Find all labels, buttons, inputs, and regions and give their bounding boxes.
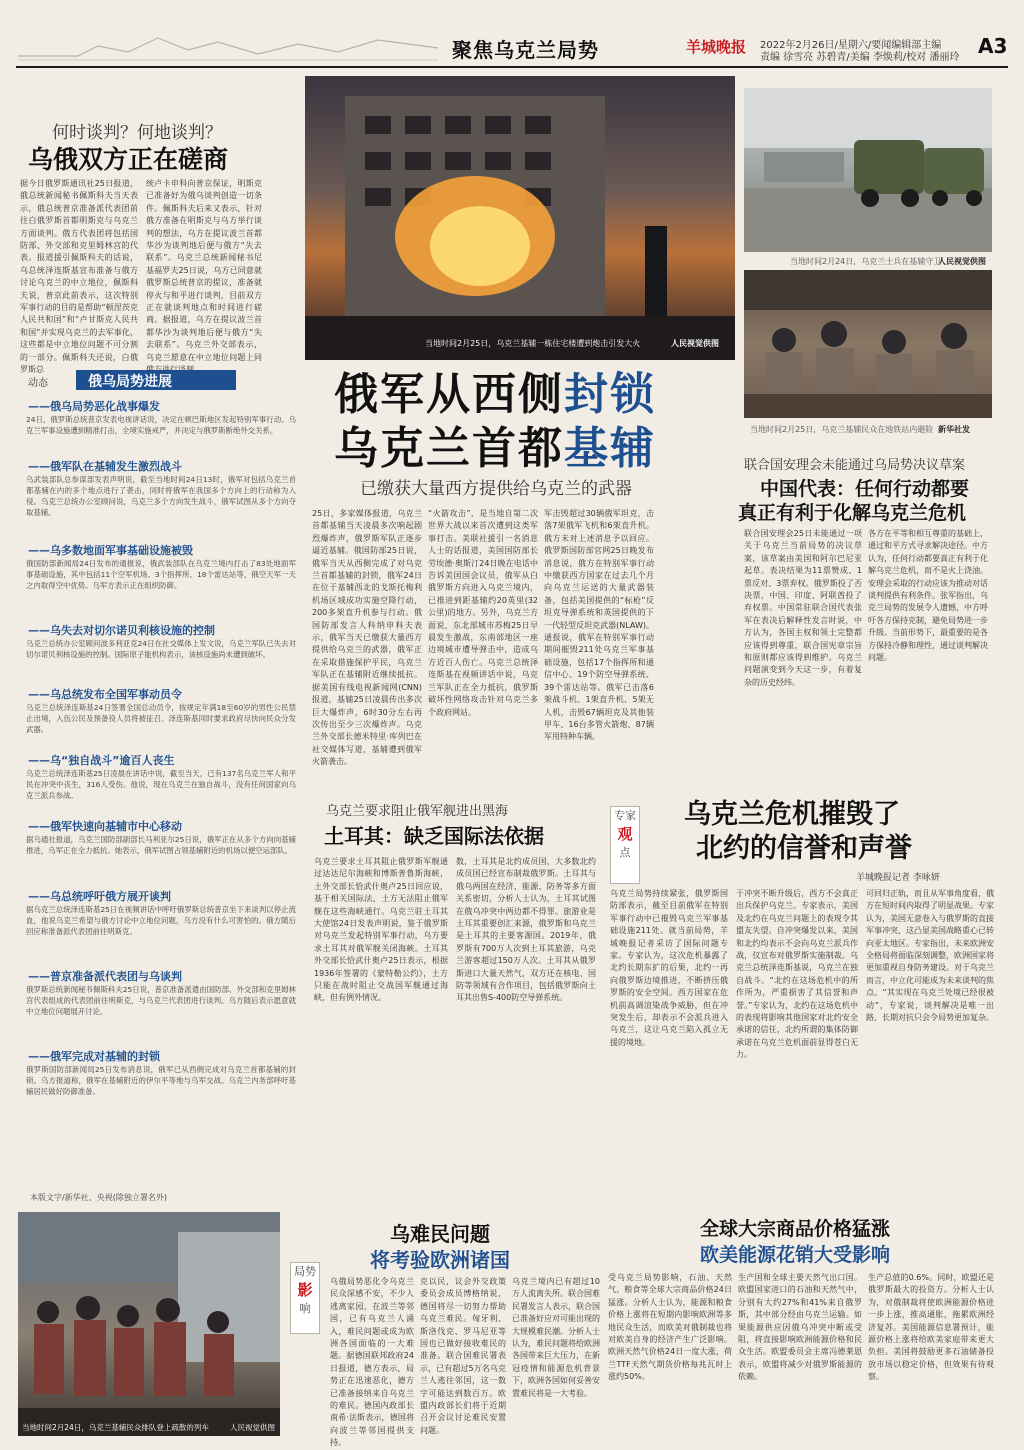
refugee-badge-bottom: 响 (299, 1302, 311, 1315)
turkey-story (306, 796, 602, 1178)
main-subhead: 已缴获大量西方提供给乌克兰的武器 (360, 479, 632, 499)
un-col-1: 联合国安理会25日未能通过一项关于乌克兰当前局势的决议草案，该草案由美国和阿尔巴尼亚起草。表决结果为11票赞成、1票反对、3票弃权。俄罗斯投了否决票，中国、印度、阿联酋投了弃权票。中国常驻联合国代表张军在表决后解释性发言时说，中方认为，各国主权和领土完整都应该得到尊重，联合国宪章宗旨和原则都应该得到维护。乌克兰问题演变到今天这一步，有着复杂的历史经纬。 (744, 529, 862, 687)
vehicles-credit: 人民视觉供图 (938, 257, 986, 266)
masthead (0, 0, 1024, 66)
fire-credit: 人民视觉供图 (671, 339, 719, 348)
newspaper-logo: 羊城晚报 (686, 38, 747, 56)
dynamics-item-title: ——乌总统呼吁俄方展开谈判 (28, 890, 171, 903)
dynamics-item-title: ——乌多数地面军事基础设施被毁 (28, 544, 193, 557)
dynamics-item-body: 乌克兰总统泽连斯基25日凌晨在讲话中说，截至当天，已有137名乌克兰军人和平民在冲突中丧生，316人受伤。他说，现在乌克兰在独自战斗，没有任何国家向乌克兰派兵参战。 (26, 769, 296, 800)
refugee-badge (290, 1262, 320, 1334)
dynamics-item-body: 24日，俄罗斯总统普京发表电视讲话说，决定在顿巴斯地区发起特别军事行动。乌克兰军事设施遭到精准打击，全境实施戒严，并决定与俄罗斯断绝外交关系。 (26, 415, 296, 435)
main-headline-2b: 基辅 (564, 423, 656, 474)
dynamics-item-body: 俄罗斯国防部新闻局25日发布消息说，俄军已从西侧完成对乌克兰首都基辅的封锁。乌方报道称，俄军在基辅附近的伊尔平等地与乌军交战。乌克兰内务部呼吁基辅居民做好防御准备。 (26, 1065, 296, 1096)
refugee-headline-2: 将考验欧洲诸国 (370, 1248, 510, 1272)
dynamics-item-body: 俄国防部新闻局24日发布的通报说，俄武装部队在乌克兰境内打击了83处地面军事基础设施，其中包括11个空军机场、3个指挥所、18个雷达站等，俄空天军一天之内取得空中优势。乌军方表示正在组织防御。 (26, 559, 296, 590)
main-headline-2a: 乌克兰首都 (334, 423, 564, 474)
talks-kicker: 何时谈判？何地谈判？ (52, 123, 222, 143)
dynamics-title: 俄乌局势进展 (88, 374, 172, 390)
dynamics-item-title: ——俄军完成对基辅的封锁 (28, 1050, 160, 1063)
refugee-badge-mid: 影 (297, 1281, 313, 1299)
opinion-badge (610, 806, 640, 884)
opinion-badge-bottom: 点 (619, 846, 631, 859)
masthead-rule (16, 66, 1008, 68)
talks-story (20, 112, 296, 375)
refugees-photo-graphic (18, 1212, 280, 1436)
fire-caption: 当地时间2月25日，乌克兰基辅一栋住宅楼遭到炮击引发大火 (425, 339, 641, 348)
refugees-caption: 当地时间2月24日，乌克兰基辅民众排队登上疏散的列车 (22, 1423, 209, 1432)
talks-col-2: 统卢卡申科向普京保证，明斯克已准备好为俄乌谈判创造一切条件。佩斯科夫后来又表示，针对俄方准备在明斯克与乌方举行谈判的想法，乌方在提议波兰首都华沙为谈判地后便与俄方“失去联系”。乌克兰总统新闻秘书尼基福罗夫25日说，乌方已同意就俄罗斯总统普京的提议，准备就停火与和平进行谈判，目前双方正在就谈判地点和时间进行磋商。据报道，乌方在提议波兰首都华沙为谈判地后便与俄方“失去联系”。乌克兰外交部表示，乌克兰愿意在中立地位问题上同 (146, 179, 262, 362)
dynamics-source: 本版文字/新华社、央视(除独立署名外) (30, 1193, 167, 1202)
opinion-col-2: 于冲突不断升级后，西方不会真正出兵保护乌克兰。专家表示，美国及北约在乌克兰问题上的表现令其盟友失望。自冲突爆发以来，美国和北约均表示不会向乌克兰派兵作战，仅宣布对俄罗斯实施制裁。乌克兰总统泽连斯基说，乌克兰在独自战斗。“北约在这场危机中的所作所为，严重损害了其信誉和声誉。”专家认为，北约在这场危机中的表现将影响其他国家对北约安全承诺的信任，北约所谓的集体防御承诺在乌克兰危机面前显得苍白无力。 (736, 889, 858, 1060)
fire-photo-graphic (305, 76, 735, 360)
commodity-col-2: 生产国和全球主要天然气出口国。欧盟国家进口的石油和天然气中，分别有大约27%和41%来自俄罗斯，其中部分经由乌克兰运输。如果能源供应因俄乌冲突中断或受阻，将直接影响欧洲能源价格和民众生活。欧盟委员会主席冯德莱恩表示，欧盟将减少对俄罗斯能源的依赖。 (738, 1273, 862, 1382)
un-story (660, 448, 1000, 788)
commodity-col-1: 受乌克兰局势影响，石油、天然气、粮食等全球大宗商品价格24日猛涨。分析人士认为，能源和粮食价格上涨将在短期内影响欧洲等多地民众生活，而欧美对俄制裁也将对欧美自身的经济产生广泛影响。欧洲天然气价格24日一度大涨，荷兰TTF天然气期货价格每兆瓦时上涨约50%。 (608, 1273, 732, 1382)
opinion-col-1: 乌克兰局势持续紧张，俄罗斯国防部表示，截至目前俄军在特别军事行动中已摧毁乌克兰军事基础设施211处。就当前局势，羊城晚报记者采访了国际问题专家。专家认为，这次危机暴露了北约长期东扩的后果，北约一再向俄罗斯边境推进，不断挤压俄罗斯的安全空间。西方国家在危机前高调渲染战争威胁，但在冲突发生后，却表示不会派兵进入乌克兰，这让乌克兰陷入孤立无援的境地。 (610, 889, 728, 1047)
dynamics-item-title: ——俄军快速向基辅市中心移动 (28, 820, 182, 833)
main-headline-1a: 俄军从西侧 (334, 369, 564, 420)
dynamics-item-body: 俄罗斯总统新闻秘书佩斯科夫25日说，普京准备派遣由国防部、外交部和克里姆林宫代表组成的代表团前往明斯克，与乌克兰代表团进行谈判。乌方随后表示愿意就中立地位问题展开讨论。 (26, 985, 296, 1016)
dynamics-item-title: ——乌失去对切尔诺贝利核设施的控制 (28, 624, 215, 637)
commodity-headline-1: 全球大宗商品价格猛涨 (700, 1218, 891, 1240)
shelter-caption: 当地时间2月25日，乌克兰基辅民众在地铁站内避险 (750, 425, 934, 434)
issue-date: 2022年2月26日/星期六/要闻编辑部主编 (760, 40, 942, 51)
shelter-photo (744, 270, 992, 418)
commodity-col-3: 生产总值的0.6%。同时，欧盟还是俄罗斯最大的投资方。分析人士认为，对俄制裁将使欧洲能源价格进一步上涨，推高通胀，拖累欧洲经济复苏。美国能源信息署预计，能源价格上涨将给欧美家庭带来更大负担。美国将鼓励更多石油储备投放市场以稳定价格，但效果有待观察。 (868, 1273, 994, 1382)
dynamics-item-title: ——乌总统发布全国军事动员令 (28, 688, 182, 701)
opinion-headline-1: 乌克兰危机摧毁了 (684, 799, 900, 830)
opinion-col-3: 可回归正轨，而且从军事角度看，俄方在短时间内取得了明显战果。专家认为，美国无意卷入与俄罗斯的直接军事冲突，这凸显美国战略重心已转向亚太地区。专家指出，未来欧洲安全格局将面临深刻调整，欧洲国家将更加重视自身防务建设。对于乌克兰而言，中立化可能成为未来谈判的焦点。“其实现在乌克兰处境已经很被动”，专家说，谈判解决是唯一出路，长期对抗只会令局势更加复杂。 (866, 889, 994, 1023)
dynamics-item-title: ——普京准备派代表团与乌谈判 (28, 970, 182, 983)
refugee-col-2: 克以民，议会外交政策委员会成员博格纳说，德国将尽一切努力帮助乌克兰难民。匈牙利、斯洛伐克、罗马尼亚等国也已做好接收难民的准备。联合国难民署表示，已有超过5万名乌克兰人逃往邻国，这一数字可能达到数百万。欧盟内政部长们将于近期召开会议讨论难民安置问题。 (420, 1277, 506, 1435)
opinion-badge-top: 专家 (614, 809, 636, 822)
dynamics-item-title: ——俄军队在基辅发生激烈战斗 (28, 460, 182, 473)
refugee-badge-top: 局势 (294, 1265, 316, 1278)
dynamics-label: 动态 (28, 378, 48, 389)
main-col-4: 军击毁超过30辆俄军坦克，击落7架俄军飞机和6架直升机。俄方未对上述消息予以回应。俄罗斯国防部官网25日晚发布消息说，俄方在特别军事行动中缴获西方国家在过去几个月向乌克兰运送的大量武器装备，包括美国提供的“标枪”反坦克导弹系统和英国提供的下一代轻型反坦克武器(NLAW)。通报说，俄军在特别军事行动期间摧毁211处乌克兰军事基础设施，包括17个指挥所和通信中心、19个防空导弹系统、39个雷达站等。俄军已击落6架战斗机、1架直升机、5架无人机，击毁67辆坦克及其他装甲车、16台多管火箭炮、87辆军用特种车辆。 (544, 509, 654, 742)
main-headline-line-2 (334, 412, 656, 476)
main-headline-1b: 封锁 (564, 369, 656, 420)
vehicles-photo (744, 88, 992, 252)
dynamics-header (20, 370, 296, 392)
refugees-photo (18, 1212, 280, 1436)
masthead-ornament (18, 26, 438, 62)
commodity-headline-2: 欧美能源花销大受影响 (700, 1244, 891, 1266)
talks-col-1: 据今日俄罗斯通讯社25日报道，俄总统新闻秘书佩斯科夫当天表示，俄总统普京准备派代表团前往白俄罗斯首都明斯克与乌克兰方面谈判。俄方代表团将包括国防部、外交部和克里姆林宫的代表。报道援引佩斯科夫的话说，乌总统泽连斯基宣布准备与俄方讨论乌克兰的中立地位，佩斯科夫说，普京此前表示，这次特别军事行动的目的是帮助“顿涅茨克人民共和国”和“卢甘斯克人民共和国”并实现乌克兰的去军事化，这些都是中立地位问题不可分割的一部分。佩斯科夫还说，白俄罗斯总 (20, 179, 138, 375)
dynamics-item-title: ——俄乌局势恶化战事爆发 (28, 400, 160, 413)
refugees-credit: 人民视觉供图 (230, 1423, 275, 1432)
refugee-col-3: 乌克兰境内已有超过10万人流离失所。联合国难民署发言人表示，联合国已准备好应对可能出现的大规模难民潮。分析人士认为，难民问题将给欧洲各国带来巨大压力，在新冠疫情和能源危机背景下，欧洲各国如何妥善安置难民将是一大考验。 (512, 1277, 600, 1398)
turkey-col-1: 乌克兰要求土耳其阻止俄罗斯军舰通过达达尼尔海峡和博斯普鲁斯海峡，土外交部长恰武什奥卢25日回应说，基于相关国际法，土方无法阻止俄军舰在这些海峡通行。乌克兰驻土耳其大使馆24日发表声明说，鉴于俄罗斯对乌克兰发起特别军事行动，乌方要求土耳其对俄军舰关闭海峡。土耳其外交部长恰武什奥卢25日表示，根据1936年签署的《蒙特勒公约》，土方只能在战时阻止交战国军舰通过海峡，但有例外情况。 (314, 857, 448, 1003)
main-col-2: “火箭攻击”，是当地自第二次世界大战以来首次遭到这类军事打击。美联社援引一名消息人士的话报道，美国国防部长劳埃德·奥斯汀24日晚在电话中告诉美国国会议员，俄军从白俄罗斯方向进入乌克兰境内，已推进到距基辅约20英里(32公里)的地方。另外，乌克兰方面说，东北部城市苏梅25日早晨发生激战，东南部地区一座边境城市遭导弹击中，造成乌方近百人伤亡。乌克兰总统泽连斯基在视频讲话中说，乌克兰军队正在全力抵抗，俄罗斯破坏性网络攻击针对乌克兰多个政府网站。 (428, 509, 538, 717)
section-title: 聚焦乌克兰局势 (452, 38, 599, 62)
refugee-col-1: 乌俄局势恶化令乌克兰民众深感不安，不少人逃离家园，在波兰等邻国，已有乌克兰人涌入，难民问题或成为欧洲各国面临的一大难题。据德国联邦政府24日报道，德方表示，局势正在迅速恶化，德方已准备接纳来自乌克兰的难民。德国内政部长南希·法斯表示，德国将向波兰等邻国提供支持。 (330, 1277, 414, 1448)
un-headline-2: 真正有利于化解乌克兰危机 (738, 502, 967, 524)
opinion-headline-2: 北约的信誉和声誉 (696, 833, 912, 864)
un-headline-1: 中国代表：任何行动都要 (760, 478, 970, 500)
page-number: A3 (978, 34, 1008, 58)
refugee-headline-1: 乌难民问题 (390, 1222, 490, 1246)
turkey-headline: 土耳其：缺乏国际法依据 (324, 824, 544, 848)
shelter-credit: 新华社发 (938, 425, 970, 434)
dynamics-item-body: 乌武装部队总参谋部发表声明说，截至当地时间24日13时，俄军对包括乌克兰首都基辅在内的多个地点进行了袭击，同时将俄军在我国多个方向上的行动称为入侵。乌克兰总统办公室顾问说，乌克兰多个方向发生战斗，俄军试图从多个方向夺取基辅。 (26, 475, 296, 517)
ornament-graphic (18, 26, 438, 62)
opinion-badge-mid: 观 (617, 825, 633, 843)
main-col-1: 25日，多家媒体报道，乌克兰首都基辅当天凌晨多次响起剧烈爆炸声，俄罗斯军队正逐步逼近基辅。俄国防部25日说，俄军当天从西侧完成了对乌克兰首都基辅的封锁，俄军24日在位于基辅西北的戈斯托梅利机场区域成功实施空降行动，200多架直升机参与行动。俄国防部发言人科纳申科夫表示，俄军当天已缴获大量西方提供给乌克兰的武器，俄军正在采取措施保护平民，乌克兰军队正在基辅附近继续抵抗。据美国有线电视新闻网(CNN)报道，基辅25日凌晨传出多次巨大爆炸声，6时30分左右再次传出至少三次爆炸声。乌克兰外交部长德米特里·库列巴在社交媒体写道，基辅遭到俄军火箭袭击。 (312, 509, 422, 767)
dynamics-item-body: 据乌通社报道，乌克兰国防部副部长马利亚尔25日说，俄军正在从多个方向向基辅推进，乌军正在全力抵抗。她表示，俄军试图占领基辅附近的机场以便空运部队。 (26, 835, 296, 855)
turkey-kicker: 乌克兰要求阻止俄军舰进出黑海 (326, 804, 509, 819)
vehicles-photo-graphic (744, 88, 992, 252)
turkey-col-2: 数，土耳其是北约成员国，大多数北约成员国已经宣布制裁俄罗斯。土耳其与俄乌两国在经济、能源、防务等多方面关系密切，分析人士认为，土耳其试图在俄乌冲突中两边都不得罪。旅游业是土耳其重要创汇来源，俄罗斯和乌克兰是土耳其的主要客源国。2019年，俄罗斯有700万人次到土耳其旅游，乌克兰游客超过150万人次。土耳其从俄罗斯进口大量天然气，双方还在核电、国防等领域有合作项目，包括俄罗斯向土耳其出售S-400防空导弹系统。 (456, 857, 596, 1003)
fire-photo (305, 76, 735, 360)
vehicles-caption: 当地时间2月24日，乌克兰士兵在基辅守卫 (790, 257, 942, 266)
dynamics-item-body: 乌克兰总统办公室顾问波多利亚克24日在社交媒体上发文说，乌克兰军队已失去对切尔诺贝利核设施的控制。国际原子能机构表示，该核设施尚未遭到破坏。 (26, 639, 296, 659)
dynamics-item-title: ——乌“独自战斗”逾百人丧生 (28, 754, 175, 767)
opinion-byline: 羊城晚报记者 李咏妍 (856, 873, 940, 883)
talks-headline: 乌俄双方正在磋商 (28, 145, 229, 174)
un-col-2: 各方在平等和相互尊重的基础上，通过和平方式寻求解决途径。中方认为，任何行动都要真正有利于化解乌克兰危机，而不是火上浇油。安理会采取的行动应该为推动对话谈判提供有利条件。张军指出，乌克兰局势的发展令人遗憾，中方呼吁各方保持克制，避免局势进一步升级。当前形势下，最重要的是各方保持冷静和理性，通过谈判解决问题。 (868, 529, 988, 663)
dynamics-item-body: 乌克兰总统泽连斯基24日签署全国总动员令，按规定年满18至60岁的男性公民禁止出境，入伍公民及预备役人员将被征召。泽连斯基同时要求政府尽快向民众分发武器。 (26, 703, 296, 734)
shelter-photo-graphic (744, 270, 992, 418)
un-kicker: 联合国安理会未能通过乌局势决议草案 (744, 458, 966, 473)
editor-credits: 责编 徐雪亮 苏碧青/美编 李焕莉/校对 潘丽玲 (760, 52, 960, 63)
dynamics-item-body: 据乌克兰总统泽连斯基25日在视频讲话中呼吁俄罗斯总统普京坐下来谈判以停止流血，他说乌克兰希望与俄方讨论中立地位问题，乌方没有什么可害怕的。俄方随后回应称准备派代表团前往明斯克。 (26, 905, 296, 936)
